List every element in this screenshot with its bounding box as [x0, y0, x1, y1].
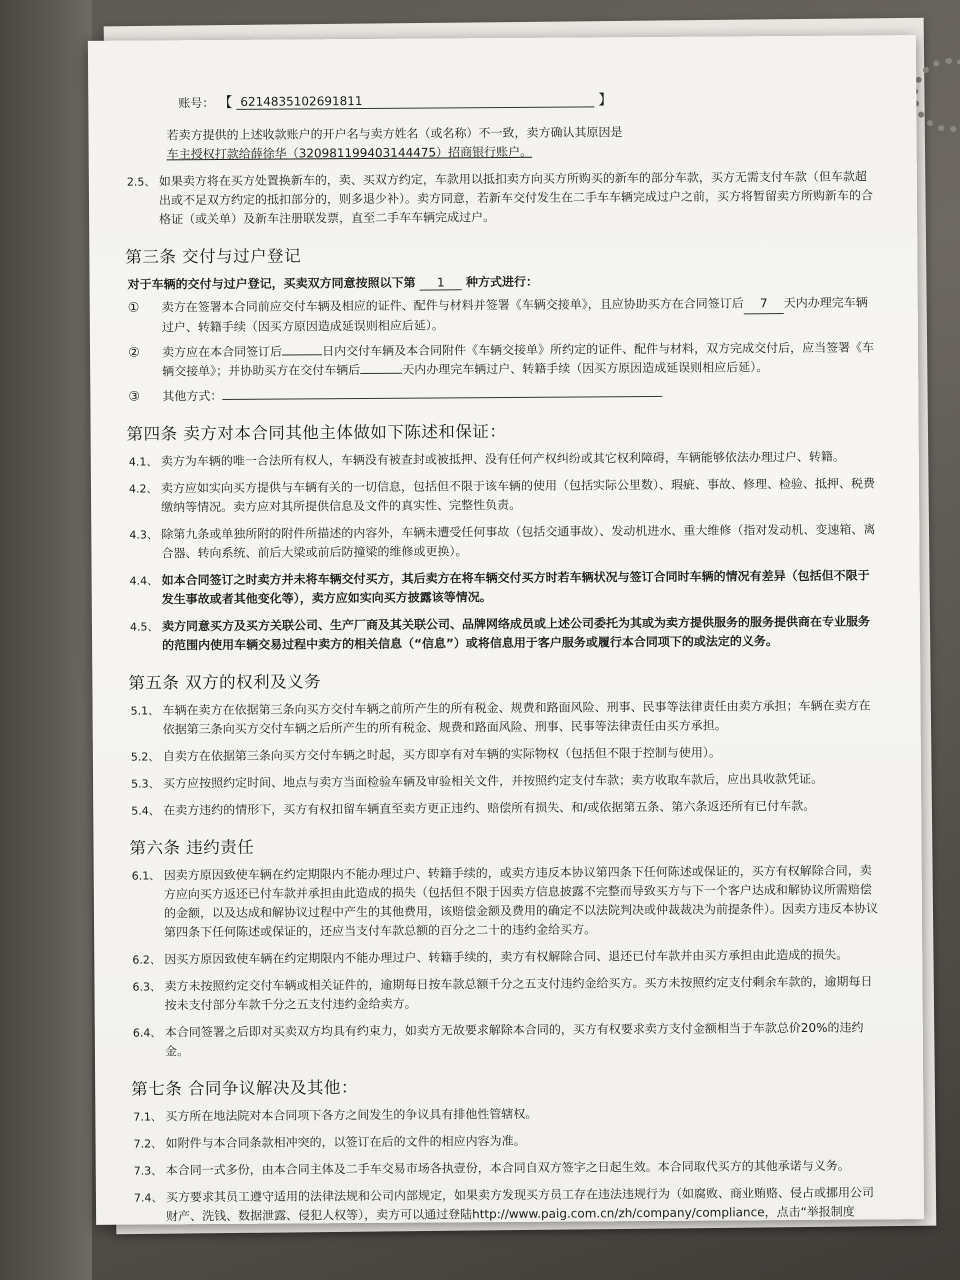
option-2-part-2: 日内交付车辆及本合同附件《车辆交接单》所约定的证件、配件与材料，双方完成交付后，应当签署《车辆交接单》；并协助买方在交付车辆后 [162, 340, 875, 379]
account-line [178, 87, 876, 112]
option-number: ③ [128, 389, 141, 405]
delivery-option-2 [128, 338, 878, 381]
clause-text: 在卖方违约的情形下，买方有权扣留车辆直至卖方更正违约、赔偿所有损失、和/或依据第五条、第六条返还所有已付车款。 [163, 798, 816, 818]
clause-6-3 [132, 972, 882, 1015]
clause-7-3 [134, 1156, 884, 1180]
clause-number: 4.3、 [129, 528, 158, 542]
option-1-text-after: 天内办理完车辆过户、转籍手续（因买方原因造成延误则相应后延）。 [161, 295, 868, 335]
clause-6-4 [133, 1018, 883, 1061]
clause-text: 自卖方在依据第三条向买方交付车辆之时起，买方即享有对车辆的实际物权（包括但不限于控制与使用）。 [162, 745, 721, 764]
delivery-option-1 [128, 293, 878, 337]
clause-text: 如附件与本合同条款相冲突的，以签订在后的文件的相应内容为准。 [165, 1133, 526, 1151]
clause-7-2 [134, 1129, 884, 1153]
clause-text: 买方要求其员工遵守适用的法律法规和公司内部规定，如果卖方发现买方员工存在违法违规行为（如腐败、商业贿赂、侵占或挪用公司财产、洗钱、数据泄露、侵犯人权等），卖方可以通过登陆http://www.paig.com.cn/zh/company/compliance，点击“举报制度 [165, 1185, 875, 1224]
clause-number: 4.1、 [128, 455, 158, 469]
other-method-blank [222, 396, 662, 400]
clause-number: 6.4、 [132, 1026, 162, 1040]
clause-number: 5.1、 [130, 704, 160, 718]
clause-number: 7.3、 [133, 1164, 163, 1178]
clause-number: 6.1、 [131, 869, 161, 883]
account-mismatch-note [166, 121, 876, 164]
option-3-text: 其他方式： [162, 388, 223, 404]
mismatch-text: 若卖方提供的上述收款账户的开户名与卖方姓名（或名称）不一致，卖方确认其原因是 [166, 125, 623, 143]
clause-4-1 [129, 447, 879, 471]
article-7-title: 第七条 合同争议解决及其他： [131, 1078, 359, 1099]
clause-number: 2.5、 [126, 175, 156, 189]
lead-text-after: 种方式进行： [465, 274, 539, 290]
clause-number: 4.4、 [129, 574, 159, 588]
method-choice: 1 [420, 275, 462, 290]
clause-text: 因卖方原因致使车辆在约定期限内不能办理过户、转籍手续的，或卖方违反本协议第四条下任何陈述或保证的，买方有权解除合同，卖方应向买方返还已付车款并承担由此造成的损失（包括但不限于因卖方信息披露不完整而导致买方与下一个客户达成和解协议所需赔偿的金额，以及达成和解协议过程中产生的其他费用，该赔偿金额及费用的确定不以法院判决或仲裁裁决为前提条件）。因卖方违反本协议第四条下任何陈述或保证的，还应当支付车款总额的百分之二十的违约金给买方。 [163, 863, 879, 940]
clause-2-5 [127, 167, 877, 229]
clause-text: 除第九条或单独所附的附件所描述的内容外，车辆未遭受任何事故（包括交通事故）、发动机进水、重大维修（指对发动机、变速箱、离合器、转向系统、前后大梁或前后防撞梁的维修或更换）。 [161, 522, 876, 561]
delivery-days-blank [282, 354, 322, 355]
clause-text: 卖方同意买方及买方关联公司、生产厂商及其关联公司、品牌网络成员或上述公司委托为其或为卖方提供服务的服务提供商在专业服务的范围内使用车辆交易过程中卖方的相关信息（“信息”）或将信息用于客户服务或履行本合同项下的或法定的义务。 [161, 614, 871, 653]
clause-5-4 [131, 796, 881, 820]
clause-5-2 [131, 742, 881, 766]
clause-4-4 [130, 566, 880, 609]
transfer-days: 7 [744, 294, 784, 314]
delivery-option-3 [128, 382, 878, 406]
clause-text: 因买方原因致使车辆在约定期限内不能办理过户、转籍手续的，卖方有权解除合同、退还已付车款并由买方承担由此造成的损失。 [164, 947, 849, 967]
clause-number: 7.1、 [133, 1110, 162, 1124]
clause-4-3 [129, 520, 879, 563]
clause-text: 如本合同签订之时卖方并未将车辆交付买方，其后卖方在将车辆交付买方时若车辆状况与签订合同时车辆的情况有差异（包括但不限于发生事故或者其他变化等），卖方应如实向买方披露该等情况。 [161, 568, 870, 607]
clause-5-3 [131, 769, 881, 793]
option-2-part-3: 天内办理完车辆过户、转籍手续（因买方原因造成延误则相应后延）。 [402, 360, 769, 377]
lead-text-before: 对于车辆的交付与过户登记，买卖双方同意按照以下第 [127, 275, 416, 292]
clause-text: 卖方未按照约定交付车辆或相关证件的，逾期每日按车款总额千分之五支付违约金给买方。买方未按照约定支付剩余车款的，逾期每日按未支付部分车款千分之五支付违约金给卖方。 [164, 974, 873, 1013]
account-number: 6214835102691811 [236, 92, 594, 109]
clause-text: 本合同一式多份，由本合同主体及二手车交易市场各执壹份，本合同自双方签字之日起生效。本合同取代买方的其他承诺与义务。 [165, 1158, 850, 1178]
clause-text: 车辆在卖方在依据第三条向买方交付车辆之前所产生的所有税金、规费和路面风险、刑事、民事等法律责任由卖方承担；车辆在卖方在依据第三条向买方交付车辆之后所产生的所有税金、规费和路面风险、刑事、民事等法律责任由买方承担。 [162, 698, 871, 737]
clause-text: 如果卖方将在买方处置换新车的，卖、买双方约定，车款用以抵扣卖方向买方所购买的新车的部分车款，买方无需支付车款（但车款超出或不足双方约定的抵扣部分的，则多退少补）。卖方同意，若新车交付发生在二手车车辆完成过户之前，买方将暂留卖方所购新车的合格证（或关单）及新车注册联发票，直至二手车车辆完成过户。 [158, 169, 874, 227]
clause-number: 5.2、 [130, 750, 160, 764]
contract-page [88, 35, 924, 1225]
transfer-days-blank [360, 373, 402, 374]
bracket-close: 】 [598, 92, 613, 109]
option-text [162, 384, 662, 406]
clause-7-1 [133, 1102, 883, 1126]
clause-number: 7.2、 [133, 1137, 163, 1151]
article-3-lead [128, 270, 878, 292]
mismatch-reason: 车主授权打款给薛徐华（320981199403144475）招商银行账户。 [166, 144, 533, 162]
clause-number: 5.4、 [131, 804, 160, 818]
option-2-part-1: 卖方应在本合同签订后 [162, 344, 283, 360]
clause-text: 卖方应如实向买方提供与车辆有关的一切信息，包括但不限于该车辆的使用（包括实际公里数）、瑕疵、事故、修理、检验、抵押、税费缴纳等情况。卖方应对其所提供信息及文件的真实性、完整性负责。 [160, 476, 876, 515]
option-text [162, 338, 878, 381]
clause-text: 买方所在地法院对本合同项下各方之间发生的争议具有排他性管辖权。 [165, 1106, 538, 1124]
option-text [162, 293, 878, 337]
article-3-title: 第三条 交付与过户登记 [125, 246, 302, 267]
clause-7-4 [134, 1183, 884, 1225]
option-number: ① [127, 300, 140, 316]
table-edge [0, 0, 92, 1280]
clause-text: 卖方为车辆的唯一合法所有权人，车辆没有被查封或被抵押、没有任何产权纠纷或其它权利障碍，车辆能够依法办理过户、转籍。 [160, 449, 845, 469]
account-label: 账号： [178, 95, 215, 110]
clause-number: 4.5、 [129, 620, 159, 634]
article-4-title: 第四条 卖方对本合同其他主体做如下陈述和保证： [126, 421, 507, 444]
clause-number: 7.4、 [133, 1191, 163, 1205]
clause-4-2 [129, 474, 879, 517]
clause-5-1 [130, 696, 880, 739]
clause-number: 6.2、 [132, 953, 161, 967]
option-number: ② [128, 345, 140, 361]
article-6-title: 第六条 违约责任 [129, 837, 255, 858]
clause-number: 4.2、 [128, 482, 158, 496]
clause-6-1 [132, 861, 883, 942]
clause-number: 5.3、 [131, 777, 160, 791]
clause-text: 买方应按照约定时间、地点与卖方当面检验车辆及审验相关文件，并按照约定支付车款；卖方收取车款后，应出具收款凭证。 [163, 771, 824, 791]
clause-6-2 [132, 945, 882, 969]
clause-number: 6.3、 [132, 980, 162, 994]
article-5-title: 第五条 双方的权利及义务 [128, 672, 322, 693]
clause-text: 本合同签署之后即对买卖双方均具有约束力，如卖方无故要求解除本合同的，买方有权要求卖方支付金额相当于车款总价20%的违约金。 [164, 1020, 864, 1059]
clause-4-5 [130, 612, 880, 655]
option-1-text-before: 卖方在签署本合同前应交付车辆及相应的证件、配件与材料并签署《车辆交接单》，且应协助买方在合同签订后 [161, 296, 744, 315]
bracket-open: 【 [218, 94, 233, 111]
